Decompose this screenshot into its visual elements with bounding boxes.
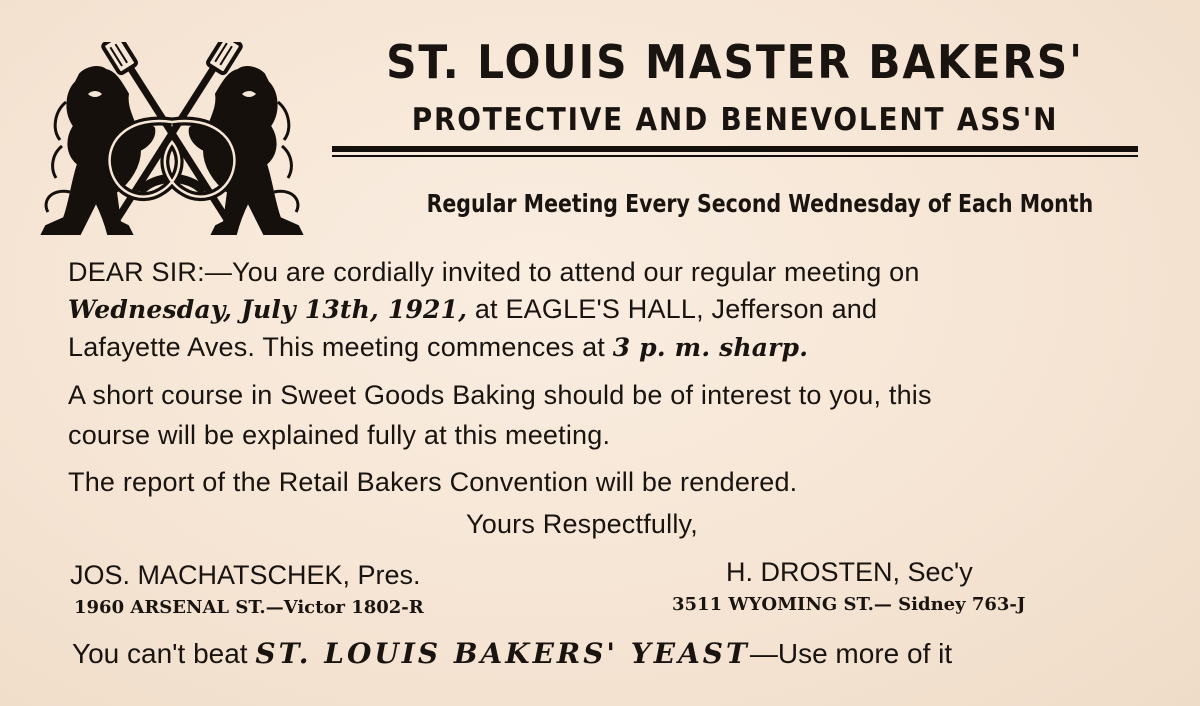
association-title: ST. LOUIS MASTER BAKERS' xyxy=(386,35,1084,89)
title-divider-thick xyxy=(332,146,1138,152)
meeting-venue: at EAGLE'S HALL, Jefferson and xyxy=(467,294,878,324)
title-divider-thin xyxy=(332,155,1138,157)
course-paragraph-line-1: A short course in Sweet Goods Baking should be of interest to you, this xyxy=(68,380,932,410)
advert-prefix: You can't beat xyxy=(72,638,256,669)
course-paragraph-line-2: course will be explained fully at this meeting. xyxy=(68,420,611,450)
closing-salutation: Yours Respectfully, xyxy=(466,509,698,539)
invitation-line-1: DEAR SIR:—You are cordially invited to attend our regular meeting on xyxy=(68,257,920,287)
meeting-date: Wednesday, July 13th, 1921, xyxy=(68,295,468,324)
president-address: 1960 ARSENAL ST.—Victor 1802-R xyxy=(74,597,424,618)
meeting-start-text: Lafayette Aves. This meeting commences at xyxy=(68,332,613,362)
lions-pretzel-crest-icon xyxy=(36,42,308,242)
meeting-schedule-note: Regular Meeting Every Second Wednesday of Each Month xyxy=(426,189,1094,218)
advert-suffix: —Use more of it xyxy=(749,638,953,669)
advert-brand: ST. LOUIS BAKERS' YEAST xyxy=(255,637,750,670)
invitation-line-2 xyxy=(68,290,1118,329)
meeting-time: 3 p. m. sharp. xyxy=(612,333,809,362)
invitation-line-3 xyxy=(68,328,1118,367)
convention-report-text: The report of the Retail Bakers Convention will be rendered. xyxy=(68,467,798,497)
secretary-name: H. DROSTEN, Sec'y xyxy=(726,557,973,587)
president-name: JOS. MACHATSCHEK, Pres. xyxy=(70,560,421,590)
secretary-address: 3511 WYOMING ST.— Sidney 763-J xyxy=(672,594,1026,615)
association-subtitle: PROTECTIVE AND BENEVOLENT ASS'N xyxy=(411,102,1059,138)
yeast-advertisement xyxy=(72,634,1122,674)
